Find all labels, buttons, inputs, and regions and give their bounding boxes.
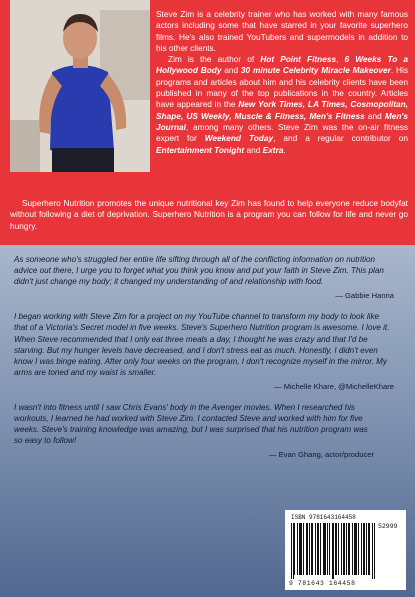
bio-text: , among many others. Steve Zim was the on-air fitness expert for <box>156 121 408 144</box>
publication-list: New York Times, LA Times, Cosmopolitan, Shape, US Weekly, Muscle & Fitness, Men's Fitness <box>156 99 408 121</box>
bio-text-column <box>156 9 408 156</box>
barcode-bar <box>344 523 345 575</box>
bio-text: , and a regular contributor on <box>273 133 408 144</box>
bio-text: , <box>336 54 345 65</box>
bio-text: Zim is the author of <box>168 54 261 65</box>
testimonial-author: — Evan Ghang, actor/producer <box>268 450 374 460</box>
barcode-bar <box>366 523 367 575</box>
barcode-bar <box>352 523 353 575</box>
barcode-bar <box>369 523 370 575</box>
author-photo <box>10 0 150 172</box>
barcode-bar <box>311 523 312 575</box>
bio-text: and <box>221 65 241 76</box>
barcode-bar <box>323 523 324 575</box>
barcode-bar <box>297 523 298 575</box>
barcode-bar <box>354 523 355 575</box>
show-title: Entertainment Tonight <box>156 144 245 155</box>
testimonial-text: I wasn't into fitness until I saw Chris Evans' body in the Avenger movies. When I researched his workouts, I learned he had worked with Steve Zim. I contacted Steve and worked with him for five weeks. Steve's training knowledge was amazing, but I was surprised that his nutrition program was so easy to follow! <box>14 403 368 446</box>
barcode-bar <box>300 523 301 575</box>
barcode-bar <box>361 523 362 575</box>
barcode-bar <box>299 523 300 575</box>
barcode-bar <box>306 523 307 575</box>
barcode-bar <box>309 523 310 575</box>
bio-text: and <box>244 144 263 155</box>
barcode-bar <box>358 523 359 575</box>
barcode-bar <box>293 523 294 579</box>
publication-title: Men's Journal <box>156 110 408 132</box>
bio-paragraph-2 <box>156 54 408 156</box>
barcode-bar <box>294 523 295 575</box>
bio-panel <box>0 0 415 245</box>
barcode-bar <box>317 523 318 575</box>
testimonial-text: As someone who's struggled her entire life sifting through all of the conflicting information on nutrition advice out there, I urge you to forget what you think you know and put your faith in Steve Zim. This plan didn't just change my body; it changed my understanding of and relationship with food. <box>14 255 384 287</box>
testimonial-text: I began working with Steve Zim for a project on my YouTube channel to transform my body to look like that of a Victoria's Secret model in five weeks. Steve's Superhero Nutrition program is awesome. I love it. When Steve recommended that I only eat three meals a day, I thought he was crazy and that I'd be starving. But my hunger levels have decreased, and I don't stress eat as much. Honestly, I didn't even know I was binge eating. After only four weeks on the program, I don't recognize myself in the mirror. My arms are toned and my waist is smaller. <box>14 312 390 377</box>
barcode-bar <box>356 523 357 575</box>
barcode-bar <box>355 523 356 575</box>
bio-paragraph-3: Superhero Nutrition promotes the unique nutritional key Zim has found to help everyone reduce bodyfat without following a diet of deprivation. Superhero Nutrition is a program you can follow for life and never go hungry. <box>10 198 408 231</box>
bio-text: . His programs and articles about him and his celebrity clients have been published in many of the top publications in the country. Articles have appeared in the <box>156 65 408 110</box>
barcode-bar <box>368 523 369 575</box>
testimonial-author: — Michelle Khare, @MichelleKhare <box>274 381 394 391</box>
barcode-bar <box>343 523 344 575</box>
testimonial-author: — Gabbie Hanna <box>335 291 394 301</box>
book-title: 30 minute Celebrity Miracle Makeover <box>240 65 391 76</box>
barcode-bar <box>346 523 347 575</box>
show-title: Extra <box>262 144 284 155</box>
barcode-bar <box>318 523 319 575</box>
barcode-bar <box>333 523 334 579</box>
barcode-bar <box>372 523 373 579</box>
barcode-bar <box>348 523 349 575</box>
isbn-digits: 9 781643 164458 <box>289 580 356 587</box>
barcode-bar <box>324 523 325 575</box>
barcode-bar <box>312 523 313 575</box>
price-code: 52999 <box>378 523 398 530</box>
barcode-bar <box>364 523 365 575</box>
barcode-bar <box>329 523 330 575</box>
book-title: 6 Weeks To a Hollywood Body <box>156 54 408 76</box>
barcode-bar <box>363 523 364 575</box>
barcode-bar <box>335 523 336 575</box>
bio-summary <box>10 198 408 232</box>
barcode-bar <box>327 523 328 575</box>
bio-text: and <box>364 110 385 121</box>
book-title: Hot Point Fitness <box>260 54 337 65</box>
barcode-bar <box>325 523 326 575</box>
barcode-bar <box>349 523 350 575</box>
barcode-box <box>285 510 406 590</box>
bio-text: . <box>283 144 286 155</box>
barcode-bar <box>374 523 375 579</box>
barcode-bar <box>291 523 292 579</box>
barcode-bar <box>301 523 302 575</box>
isbn-label: ISBN 9781643164458 <box>291 514 356 521</box>
barcode-bar <box>307 523 308 575</box>
barcode-bar <box>332 523 333 579</box>
author-figure <box>10 0 150 172</box>
barcode-bar <box>303 523 304 575</box>
barcode-bar <box>341 523 342 575</box>
barcode-bar <box>338 523 339 575</box>
barcode-bars <box>291 523 375 579</box>
testimonials <box>14 254 394 471</box>
barcode-bar <box>320 523 321 575</box>
show-title: Weekend Today <box>204 133 274 144</box>
barcode-bar <box>315 523 316 575</box>
bio-paragraph-1: Steve Zim is a celebrity trainer who has worked with many famous actors including some that have starred in your favorite superhero films. He's also trained YouTubers and supermodels in addition to his other clients. <box>156 9 408 53</box>
barcode-bar <box>336 523 337 575</box>
